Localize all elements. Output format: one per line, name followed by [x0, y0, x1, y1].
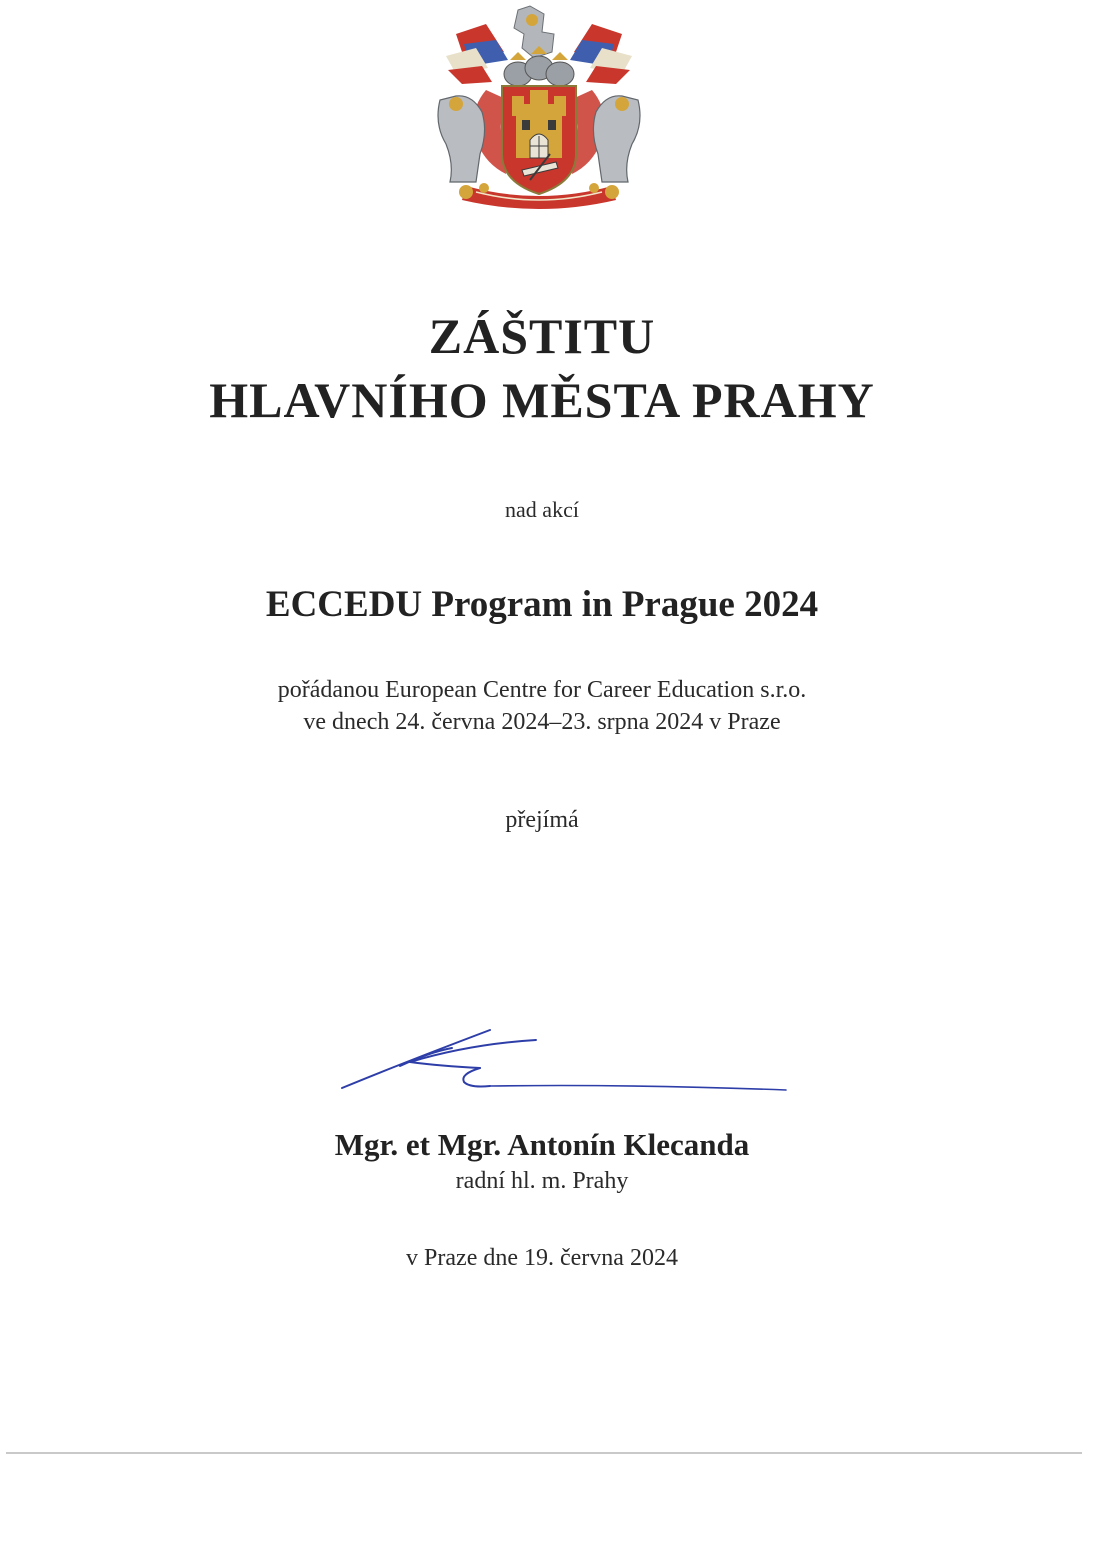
title-line-1: ZÁŠTITU: [428, 308, 656, 364]
dates-line: ve dnech 24. června 2024–23. srpna 2024 v Praze: [303, 709, 781, 735]
flags-right-icon: [570, 24, 632, 84]
title-line-2: HLAVNÍHO MĚSTA PRAHY: [209, 372, 875, 428]
organizer-line: pořádanou European Centre for Career Education s.r.o.: [277, 677, 807, 703]
over-label: nad akcí: [505, 497, 579, 522]
accepts-label: přejímá: [505, 807, 579, 833]
crest-lion-left-icon: [438, 96, 485, 182]
signatory-role: radní hl. m. Prahy: [455, 1168, 629, 1194]
crest-shield-icon: [502, 86, 576, 194]
flags-left-icon: [446, 24, 508, 84]
place-date: v Praze dne 19. června 2024: [406, 1245, 678, 1271]
signatory-name: Mgr. et Mgr. Antonín Klecanda: [334, 1127, 750, 1162]
handwritten-signature-icon: [330, 1022, 800, 1102]
crest-top-lion-icon: [514, 6, 554, 58]
crest-lion-right-icon: [593, 96, 640, 182]
prague-coat-of-arms-icon: [426, 4, 652, 214]
crest-helmets-icon: [504, 46, 574, 86]
bottom-divider: [6, 1452, 1082, 1454]
event-name: ECCEDU Program in Prague 2024: [265, 584, 819, 625]
